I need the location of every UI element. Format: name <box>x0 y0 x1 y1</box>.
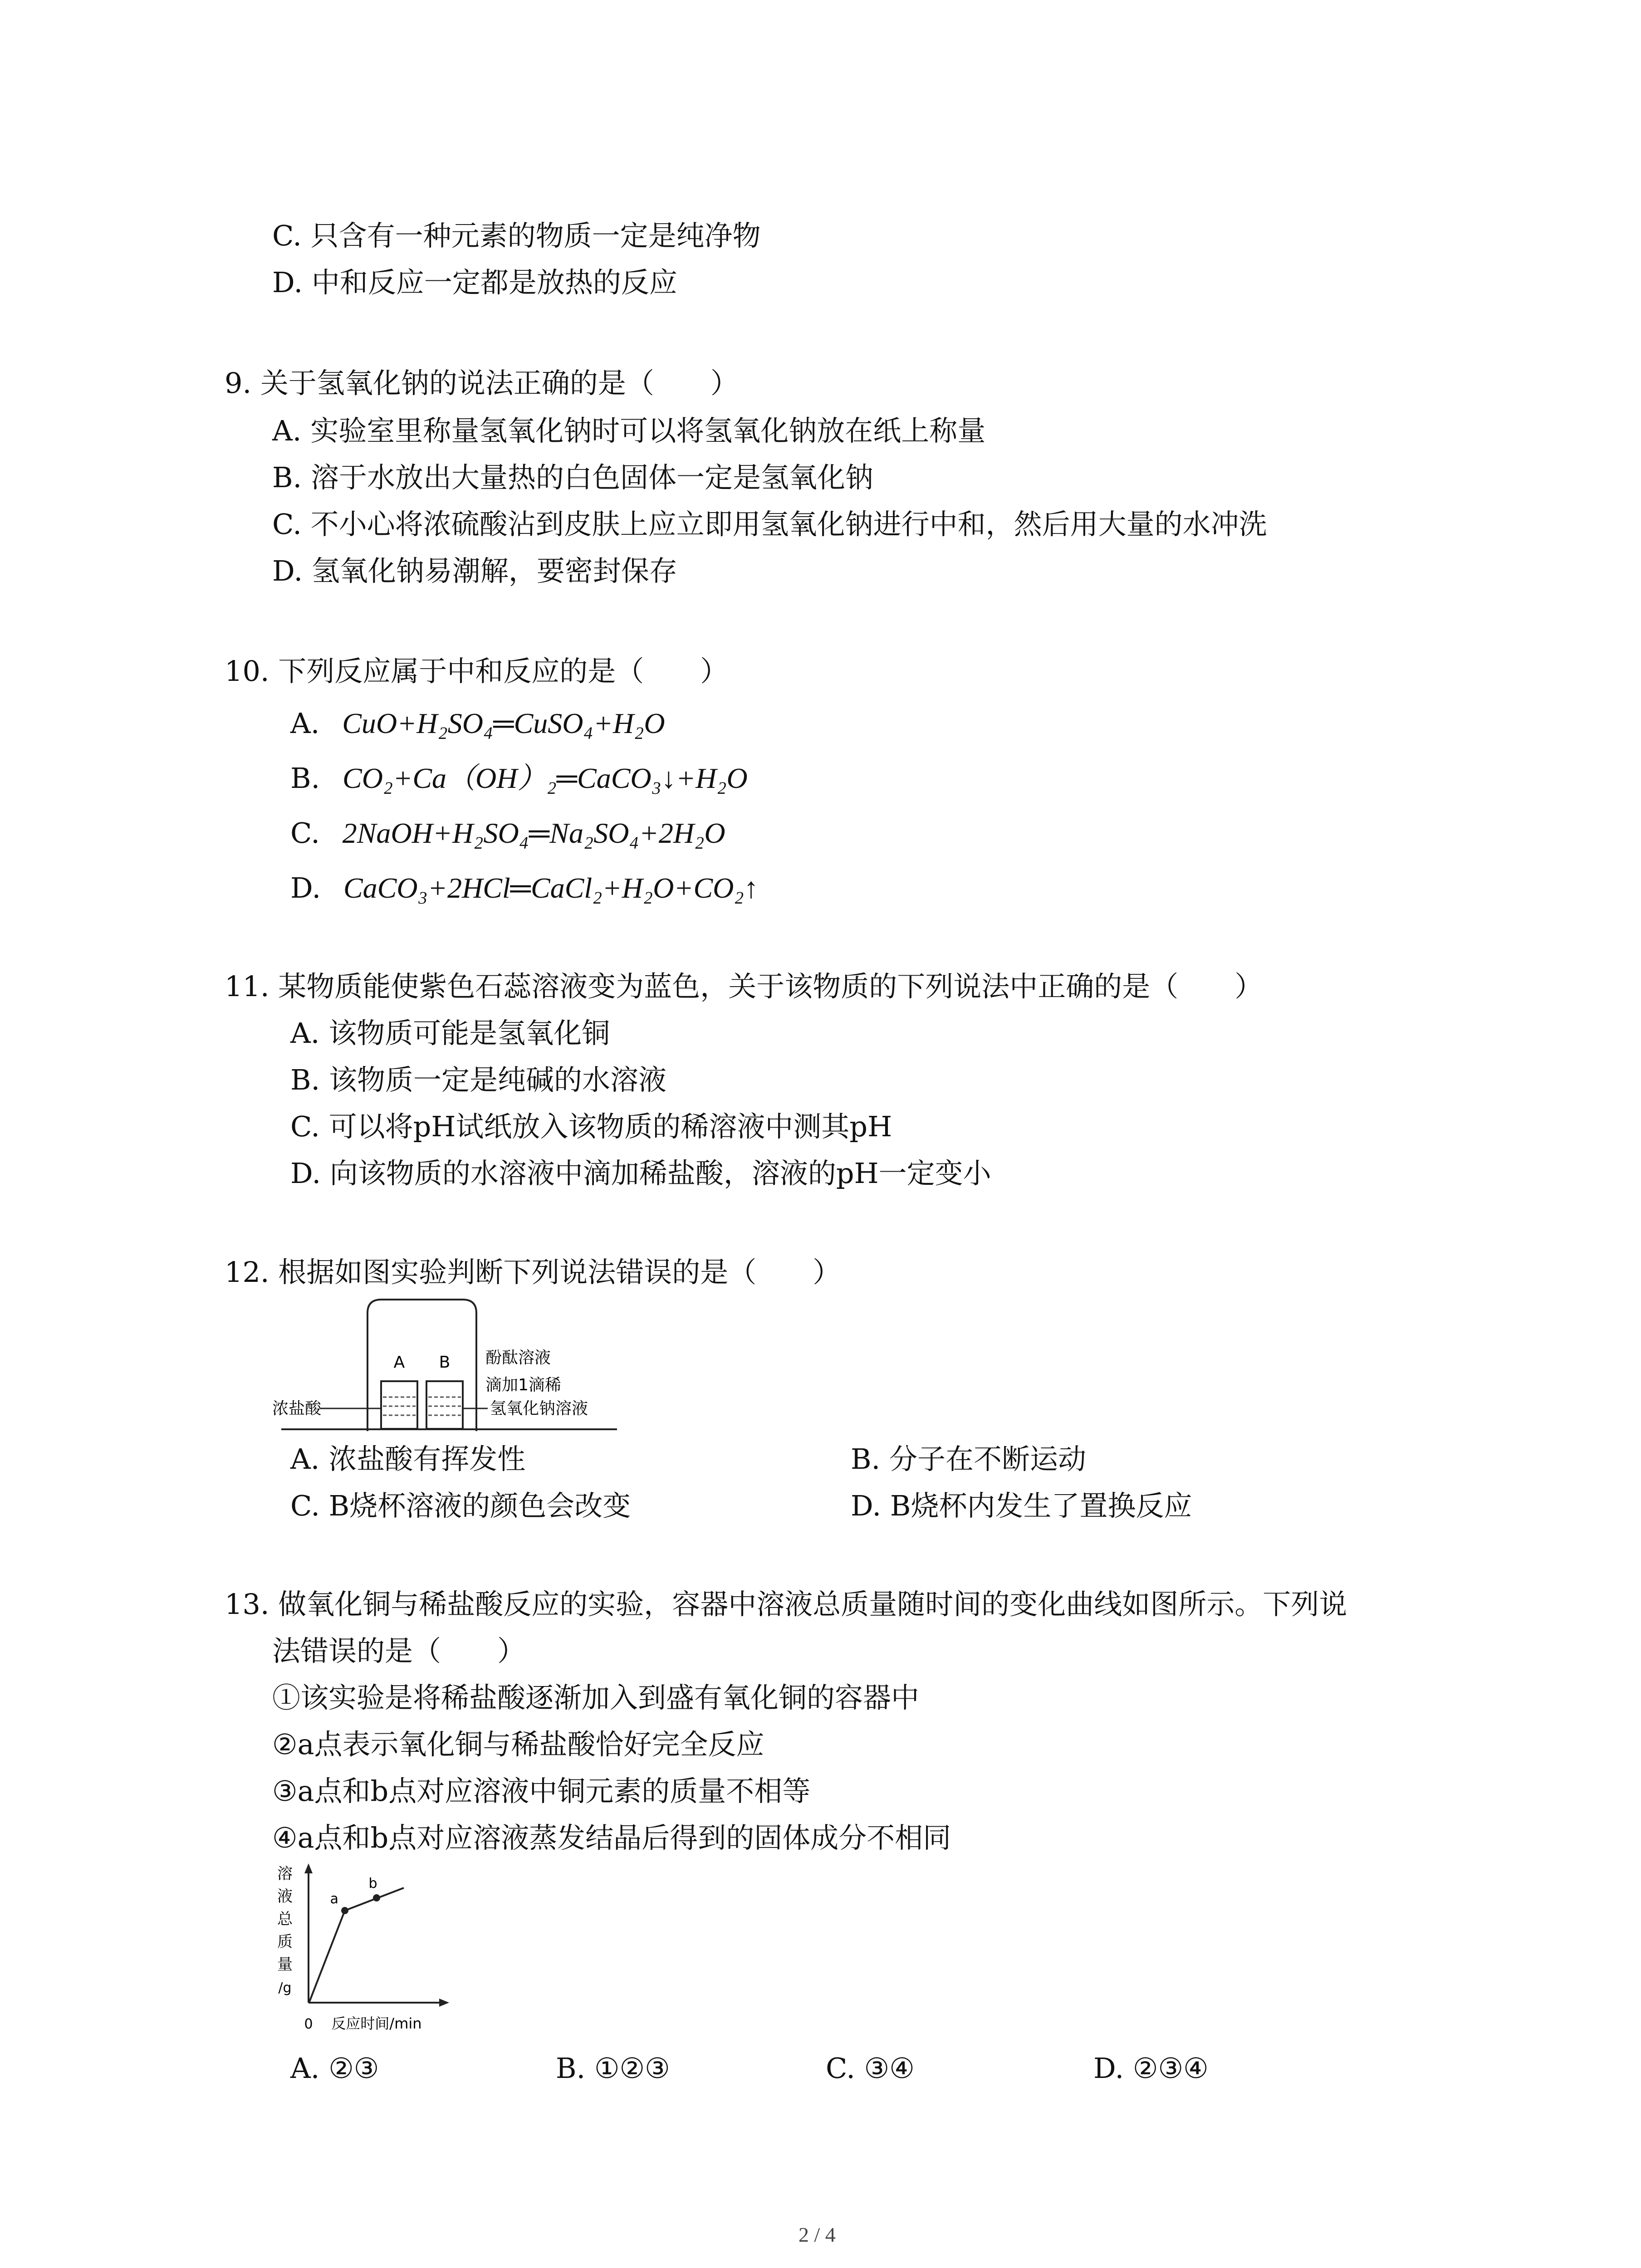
conc-hcl-label: 浓盐酸 <box>272 1399 322 1418</box>
q12-option-a: A. 浓盐酸有挥发性 <box>290 1442 526 1476</box>
q10-option-d-equation: CaCO₃+2HCl═CaCl₂+H₂O+CO₂↑ <box>343 872 759 904</box>
q13-option-c: C. ③④ <box>826 2052 915 2085</box>
y-label-unit: /g <box>278 1980 292 1996</box>
mass-curve <box>309 1888 404 2002</box>
origin-label: 0 <box>304 2016 313 2032</box>
q12-apparatus-figure <box>272 1295 635 1436</box>
prev-option-c: C. 只含有一种元素的物质一定是纯净物 <box>272 219 761 252</box>
q13-option-b: B. ①②③ <box>556 2052 670 2085</box>
point-a <box>341 1907 348 1914</box>
y-label-char: 总 <box>277 1910 293 1928</box>
beaker-a <box>381 1381 417 1429</box>
y-label-char: 溶 <box>277 1865 293 1883</box>
q10-option-a-label: A. <box>290 707 320 740</box>
q13-mass-time-chart <box>272 1860 499 2041</box>
q13-statement-3: ③a点和b点对应溶液中铜元素的质量不相等 <box>272 1774 811 1808</box>
q12-stem: 12. 根据如图实验判断下列说法错误的是（ ） <box>225 1256 841 1289</box>
x-axis-label: 反应时间/min <box>331 2015 422 2032</box>
q10-option-b <box>290 760 748 797</box>
y-label-char: 质 <box>277 1933 293 1951</box>
q13-option-a: A. ②③ <box>290 2052 379 2085</box>
prev-option-d: D. 中和反应一定都是放热的反应 <box>272 266 677 299</box>
point-a-label: a <box>330 1891 338 1907</box>
y-label-char: 量 <box>277 1955 293 1974</box>
q10-option-a-equation: CuO+H₂SO₄═CuSO₄+H₂O <box>342 707 665 739</box>
q10-option-a <box>290 705 665 742</box>
q11-stem: 11. 某物质能使紫色石蕊溶液变为蓝色，关于该物质的下列说法中正确的是（ ） <box>225 970 1263 1003</box>
beaker-a-label: A <box>393 1353 405 1372</box>
y-label-char: 液 <box>277 1887 293 1906</box>
drop-naoh-label: 滴加1滴稀 <box>485 1376 561 1394</box>
q9-option-b: B. 溶于水放出大量热的白色固体一定是氢氧化钠 <box>272 461 873 494</box>
q9-stem: 9. 关于氢氧化钠的说法正确的是（ ） <box>225 367 739 400</box>
q10-option-c-equation: 2NaOH+H₂SO₄═Na₂SO₄+2H₂O <box>342 817 725 849</box>
naoh-solution-label: 氢氧化钠溶液 <box>490 1399 588 1418</box>
q13-statement-4: ④a点和b点对应溶液蒸发结晶后得到的固体成分不相同 <box>272 1821 951 1854</box>
q13-stem-line2: 法错误的是（ ） <box>272 1634 526 1667</box>
q9-option-c: C. 不小心将浓硫酸沾到皮肤上应立即用氢氧化钠进行中和，然后用大量的水冲洗 <box>272 508 1267 541</box>
q13-stem-line1: 13. 做氧化铜与稀盐酸反应的实验，容器中溶液总质量随时间的变化曲线如图所示。下列说 <box>225 1588 1347 1621</box>
q12-option-c: C. B烧杯溶液的颜色会改变 <box>290 1489 631 1522</box>
q12-option-b: B. 分子在不断运动 <box>851 1442 1086 1476</box>
q13-statement-1: ①该实验是将稀盐酸逐渐加入到盛有氧化铜的容器中 <box>272 1681 920 1714</box>
q9-option-d: D. 氢氧化钠易潮解，要密封保存 <box>272 554 677 587</box>
q11-option-b: B. 该物质一定是纯碱的水溶液 <box>290 1063 666 1096</box>
point-b <box>373 1894 380 1901</box>
q10-option-b-label: B. <box>290 762 320 795</box>
q13-statement-2: ②a点表示氧化铜与稀盐酸恰好完全反应 <box>272 1728 764 1761</box>
q10-stem: 10. 下列反应属于中和反应的是（ ） <box>225 655 729 688</box>
beaker-b <box>426 1381 463 1429</box>
q10-option-d <box>290 870 759 906</box>
q10-option-b-equation: CO₂+Ca（OH）₂═CaCO₃↓+H₂O <box>343 762 748 794</box>
q10-option-d-label: D. <box>290 871 321 904</box>
phenolphthalein-label: 酚酞溶液 <box>485 1349 551 1367</box>
bell-jar <box>367 1300 476 1431</box>
beaker-b-label: B <box>439 1353 451 1372</box>
q11-option-a: A. 该物质可能是氢氧化铜 <box>290 1017 610 1050</box>
point-b-label: b <box>368 1876 377 1892</box>
q13-option-d: D. ②③④ <box>1093 2052 1209 2085</box>
q11-option-d: D. 向该物质的水溶液中滴加稀盐酸，溶液的pH一定变小 <box>290 1157 991 1190</box>
q9-option-a: A. 实验室里称量氢氧化钠时可以将氢氧化钠放在纸上称量 <box>272 414 986 447</box>
q10-option-c-label: C. <box>290 816 320 850</box>
q12-option-d: D. B烧杯内发生了置换反应 <box>851 1489 1192 1522</box>
page-number: 2 / 4 <box>798 2223 836 2246</box>
q10-option-c <box>290 815 725 851</box>
q11-option-c: C. 可以将pH试纸放入该物质的稀溶液中测其pH <box>290 1110 892 1143</box>
